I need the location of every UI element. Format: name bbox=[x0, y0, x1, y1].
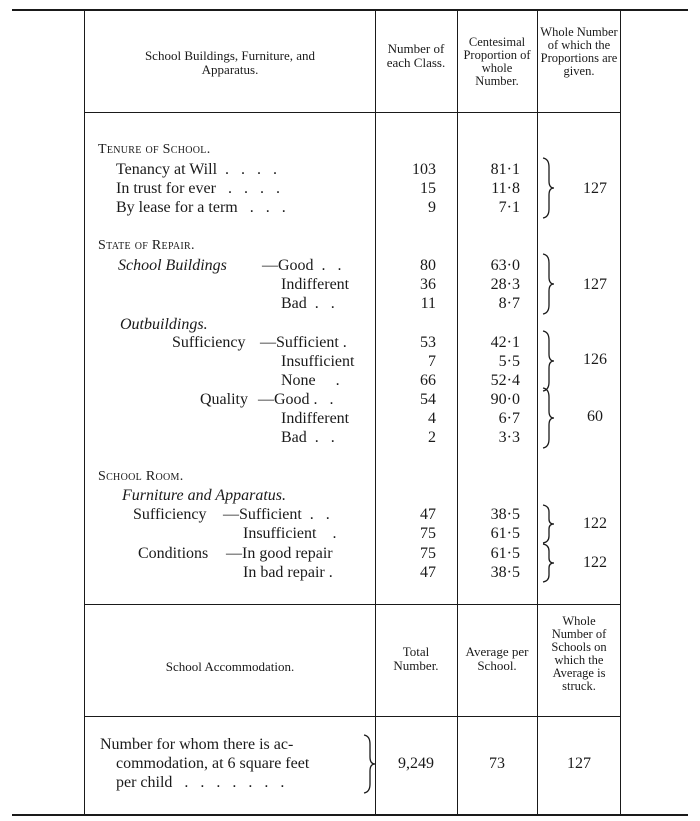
accommodation-average: 73 bbox=[489, 755, 505, 772]
buildings-row-label: —Good . . bbox=[262, 257, 342, 274]
outbuildings-label: Outbuildings. bbox=[120, 316, 208, 333]
room-sufficiency-row-proportion: 38·5 bbox=[490, 506, 520, 523]
quality-whole: 60 bbox=[587, 408, 603, 425]
tenure-row-number: 9 bbox=[428, 199, 436, 216]
tenure-heading: Tenure of School. bbox=[98, 142, 211, 157]
sufficiency-row-proportion: 42·1 bbox=[490, 334, 520, 351]
tenure-row-label: By lease for a term . . . bbox=[116, 199, 286, 216]
conditions-row-number: 75 bbox=[420, 545, 436, 562]
tenure-row-label: In trust for ever . . . . bbox=[116, 180, 280, 197]
header-underline bbox=[84, 112, 621, 113]
top-rule bbox=[12, 9, 688, 11]
section-divider bbox=[84, 604, 621, 605]
conditions-row-proportion: 38·5 bbox=[490, 564, 520, 581]
quality-row-proportion: 90·0 bbox=[490, 391, 520, 408]
sufficiency-row-label: Insufficient bbox=[281, 353, 355, 370]
left-border bbox=[84, 11, 85, 814]
brace-icon bbox=[541, 157, 555, 219]
header-whole-schools: Whole Number of Schools on which the Average is struck. bbox=[551, 614, 607, 693]
room-sufficiency-row-label: Insufficient . bbox=[243, 525, 337, 542]
header-total: Total Number. bbox=[393, 644, 439, 673]
buildings-row-number: 11 bbox=[420, 295, 436, 312]
brace-icon bbox=[541, 387, 555, 449]
tenure-whole: 127 bbox=[583, 180, 607, 197]
quality-row-number: 54 bbox=[420, 391, 436, 408]
room-sufficiency-whole: 122 bbox=[583, 515, 607, 532]
quality-row-number: 4 bbox=[428, 410, 436, 427]
bottom-rule bbox=[12, 814, 688, 816]
quality-row-label: —Good . . bbox=[258, 391, 334, 408]
conditions-row-number: 47 bbox=[420, 564, 436, 581]
accommodation-whole: 127 bbox=[567, 755, 591, 772]
room-sufficiency-row-number: 47 bbox=[420, 506, 436, 523]
buildings-row-label: Indifferent bbox=[281, 276, 350, 293]
tenure-row-proportion: 11·8 bbox=[491, 180, 520, 197]
buildings-row-proportion: 63·0 bbox=[490, 257, 520, 274]
sufficiency-row-proportion: 5·5 bbox=[498, 353, 520, 370]
quality-row-number: 2 bbox=[428, 429, 436, 446]
header-accommodation: School Accommodation. bbox=[165, 659, 295, 674]
sufficiency-row-number: 53 bbox=[420, 334, 436, 351]
room-sufficiency-label: Sufficiency bbox=[133, 506, 207, 523]
buildings-row-proportion: 28·3 bbox=[490, 276, 520, 293]
conditions-row-label: In bad repair . bbox=[243, 564, 333, 581]
header-whole: Whole Number of which the Proportions are given. bbox=[540, 25, 618, 78]
quality-row-label: Indifferent bbox=[281, 410, 350, 427]
conditions-label: Conditions bbox=[138, 545, 209, 562]
furniture-label: Furniture and Apparatus. bbox=[122, 487, 287, 504]
quality-row-proportion: 6·7 bbox=[498, 410, 520, 427]
buildings-label: School Buildings bbox=[118, 257, 227, 274]
accommodation-line: Number for whom there is ac- bbox=[100, 736, 294, 753]
header-proportion: Centesimal Proportion of whole Number. bbox=[463, 35, 531, 88]
conditions-whole: 122 bbox=[583, 554, 607, 571]
conditions-row-proportion: 61·5 bbox=[490, 545, 520, 562]
repair-heading: State of Repair. bbox=[98, 238, 195, 253]
sufficiency-row-number: 66 bbox=[420, 372, 436, 389]
col-divider-3 bbox=[537, 11, 538, 814]
buildings-row-number: 36 bbox=[420, 276, 436, 293]
tenure-row-proportion: 7·1 bbox=[498, 199, 520, 216]
room-sufficiency-row-number: 75 bbox=[420, 525, 436, 542]
col-divider-2 bbox=[457, 11, 458, 814]
brace-icon bbox=[541, 253, 555, 315]
accommodation-line: commodation, at 6 square feet bbox=[116, 755, 310, 772]
buildings-row-number: 80 bbox=[420, 257, 436, 274]
room-sufficiency-row-proportion: 61·5 bbox=[490, 525, 520, 542]
room-heading: School Room. bbox=[98, 469, 184, 484]
sufficiency-row-number: 7 bbox=[428, 353, 436, 370]
quality-row-proportion: 3·3 bbox=[498, 429, 520, 446]
sufficiency-row-label: —Sufficient . bbox=[260, 334, 347, 351]
brace-icon bbox=[362, 734, 376, 794]
sufficiency-row-proportion: 52·4 bbox=[490, 372, 520, 389]
room-sufficiency-row-label: —Sufficient . . bbox=[223, 506, 330, 523]
brace-icon bbox=[541, 543, 555, 583]
conditions-row-label: —In good repair bbox=[226, 545, 333, 562]
buildings-row-label: Bad . . bbox=[281, 295, 335, 312]
tenure-row-label: Tenancy at Will . . . . bbox=[116, 161, 278, 178]
accommodation-line: per child . . . . . . . bbox=[116, 774, 285, 791]
sufficiency-row-label: None . bbox=[281, 372, 340, 389]
sufficiency-label: Sufficiency bbox=[172, 334, 246, 351]
brace-icon bbox=[541, 330, 555, 392]
tenure-row-proportion: 81·1 bbox=[490, 161, 520, 178]
brace-icon bbox=[541, 504, 555, 544]
quality-label: Quality bbox=[200, 391, 248, 408]
accommodation-header-underline bbox=[84, 716, 621, 717]
header-buildings: School Buildings, Furniture, and Apparatus. bbox=[144, 48, 316, 77]
buildings-whole: 127 bbox=[583, 276, 607, 293]
accommodation-total: 9,249 bbox=[398, 755, 434, 772]
sufficiency-whole: 126 bbox=[583, 351, 607, 368]
tenure-row-number: 15 bbox=[420, 180, 436, 197]
buildings-row-proportion: 8·7 bbox=[498, 295, 520, 312]
header-number: Number of each Class. bbox=[386, 41, 446, 70]
quality-row-label: Bad . . bbox=[281, 429, 335, 446]
header-average: Average per School. bbox=[465, 644, 529, 673]
tenure-row-number: 103 bbox=[412, 161, 436, 178]
